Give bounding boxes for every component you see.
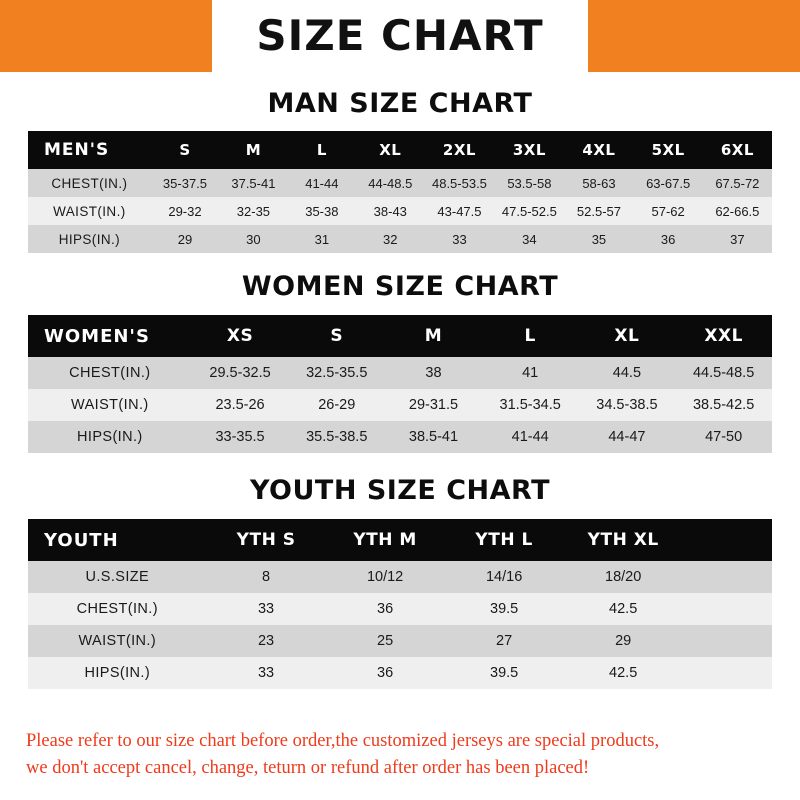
youth-cell: 25 bbox=[377, 633, 394, 649]
youth-cell-spacer bbox=[683, 657, 772, 689]
men-cell: 36 bbox=[660, 231, 676, 247]
table-row bbox=[28, 357, 772, 389]
youth-cell: 39.5 bbox=[490, 665, 519, 681]
youth-cell: 14/16 bbox=[485, 569, 523, 585]
men-header-cell: XL bbox=[379, 141, 402, 159]
women-cell: 41 bbox=[522, 365, 539, 381]
header-banner bbox=[0, 0, 800, 72]
youth-row-label: HIPS(IN.) bbox=[84, 665, 151, 681]
men-cell: 32-35 bbox=[236, 203, 271, 219]
men-cell: 41-44 bbox=[305, 175, 339, 191]
women-cell: 41-44 bbox=[511, 429, 549, 445]
youth-header-spacer bbox=[683, 519, 772, 561]
men-header-cell: MEN'S bbox=[44, 140, 110, 160]
women-cell: 38 bbox=[425, 365, 442, 381]
men-header-cell: 5XL bbox=[651, 141, 685, 159]
men-row-label: WAIST(IN.) bbox=[53, 203, 126, 219]
men-header-cell: L bbox=[316, 141, 327, 159]
women-header-cell: M bbox=[424, 326, 443, 346]
youth-header-cell: YTH XL bbox=[587, 530, 659, 550]
table-row bbox=[28, 169, 772, 197]
youth-cell: 36 bbox=[377, 665, 394, 681]
youth-cell: 36 bbox=[377, 601, 394, 617]
youth-cell: 23 bbox=[257, 633, 275, 649]
men-row-label: CHEST(IN.) bbox=[51, 175, 128, 191]
men-cell: 31 bbox=[314, 231, 330, 247]
women-cell: 44.5-48.5 bbox=[692, 365, 755, 381]
men-cell: 35-37.5 bbox=[162, 175, 208, 191]
youth-cell-spacer bbox=[683, 593, 772, 625]
men-cell: 47.5-52.5 bbox=[501, 203, 557, 219]
men-header-cell: S bbox=[179, 141, 191, 159]
youth-cell: 39.5 bbox=[490, 601, 519, 617]
youth-cell-spacer bbox=[683, 561, 772, 593]
men-header-cell: 4XL bbox=[582, 141, 616, 159]
men-header-cell: M bbox=[245, 141, 262, 159]
men-cell: 35-38 bbox=[305, 203, 339, 219]
women-cell: 38.5-42.5 bbox=[692, 397, 755, 413]
men-cell: 53.5-58 bbox=[507, 175, 552, 191]
men-header-cell: 2XL bbox=[442, 141, 476, 159]
men-table-wrap bbox=[0, 131, 800, 253]
footer-disclaimer bbox=[0, 728, 800, 782]
women-header-cell: XXL bbox=[704, 326, 743, 346]
youth-row-label: WAIST(IN.) bbox=[78, 633, 157, 649]
women-cell: 29-31.5 bbox=[408, 397, 459, 413]
women-cell: 38.5-41 bbox=[408, 429, 459, 445]
women-row-label: WAIST(IN.) bbox=[71, 397, 149, 413]
youth-table-wrap bbox=[0, 519, 800, 689]
men-cell: 37 bbox=[730, 231, 745, 247]
page-title: SIZE CHART bbox=[256, 11, 544, 60]
youth-cell: 42.5 bbox=[609, 665, 638, 681]
women-cell: 44.5 bbox=[612, 365, 642, 381]
women-header-row bbox=[28, 315, 772, 357]
table-row bbox=[28, 561, 772, 593]
youth-cell: 27 bbox=[496, 633, 513, 649]
youth-row-label: U.S.SIZE bbox=[85, 569, 150, 585]
women-section-title: WOMEN SIZE CHART bbox=[241, 271, 559, 302]
women-header-cell: WOMEN'S bbox=[44, 325, 150, 347]
youth-section-title: YOUTH SIZE CHART bbox=[249, 475, 551, 506]
women-size-table bbox=[28, 315, 772, 453]
youth-cell: 29 bbox=[615, 633, 632, 649]
women-cell: 23.5-26 bbox=[215, 397, 265, 413]
women-cell: 26-29 bbox=[318, 397, 356, 413]
women-header-cell: S bbox=[330, 326, 344, 346]
men-header-cell: 3XL bbox=[512, 141, 546, 159]
women-cell: 31.5-34.5 bbox=[499, 397, 561, 413]
men-cell: 57-62 bbox=[651, 203, 685, 219]
men-cell: 67.5-72 bbox=[715, 175, 760, 191]
youth-cell: 10/12 bbox=[366, 569, 404, 585]
table-row bbox=[28, 389, 772, 421]
men-size-table bbox=[28, 131, 772, 253]
women-row-label: CHEST(IN.) bbox=[69, 365, 151, 381]
men-row-label: HIPS(IN.) bbox=[58, 231, 121, 247]
women-cell: 35.5-38.5 bbox=[306, 429, 368, 445]
footer-line-2: we don't accept cancel, change, teturn or refund after order has been placed! bbox=[26, 758, 590, 779]
youth-cell: 33 bbox=[257, 601, 275, 617]
men-cell: 29-32 bbox=[168, 203, 202, 219]
table-row bbox=[28, 625, 772, 657]
women-cell: 47-50 bbox=[705, 429, 743, 445]
men-cell: 62-66.5 bbox=[715, 203, 760, 219]
footer-line-1: Please refer to our size chart before order,the customized jerseys are special products, bbox=[26, 731, 660, 752]
youth-cell: 8 bbox=[262, 569, 271, 585]
youth-cell: 18/20 bbox=[605, 569, 642, 585]
youth-size-table bbox=[28, 519, 772, 689]
youth-cell: 33 bbox=[257, 665, 275, 681]
youth-header-cell: YTH L bbox=[475, 530, 533, 550]
men-cell: 43-47.5 bbox=[437, 203, 482, 219]
men-cell: 52.5-57 bbox=[576, 203, 621, 219]
women-cell: 44-47 bbox=[608, 429, 646, 445]
men-cell: 29 bbox=[177, 231, 193, 247]
men-cell: 58-63 bbox=[582, 175, 616, 191]
men-cell: 37.5-41 bbox=[231, 175, 276, 191]
women-cell: 34.5-38.5 bbox=[596, 397, 658, 413]
men-cell: 38-43 bbox=[373, 203, 407, 219]
men-cell: 48.5-53.5 bbox=[431, 175, 487, 191]
youth-header-cell: YTH S bbox=[236, 530, 296, 550]
youth-header-cell: YOUTH bbox=[44, 529, 119, 551]
men-cell: 44-48.5 bbox=[368, 175, 413, 191]
men-cell: 33 bbox=[452, 231, 467, 247]
men-section-title: MAN SIZE CHART bbox=[267, 88, 533, 119]
women-header-cell: L bbox=[524, 326, 536, 346]
table-row bbox=[28, 593, 772, 625]
youth-row-label: CHEST(IN.) bbox=[76, 601, 158, 617]
table-row bbox=[28, 421, 772, 453]
women-cell: 33-35.5 bbox=[215, 429, 265, 445]
women-row-label: HIPS(IN.) bbox=[77, 429, 143, 445]
men-cell: 30 bbox=[246, 231, 261, 247]
youth-header-row bbox=[28, 519, 772, 561]
women-cell: 29.5-32.5 bbox=[209, 365, 271, 381]
men-cell: 32 bbox=[383, 231, 398, 247]
women-header-cell: XS bbox=[226, 326, 254, 346]
table-row bbox=[28, 225, 772, 253]
youth-cell: 42.5 bbox=[609, 601, 638, 617]
men-cell: 34 bbox=[522, 231, 537, 247]
table-row bbox=[28, 657, 772, 689]
youth-header-cell: YTH M bbox=[353, 530, 417, 550]
table-row bbox=[28, 197, 772, 225]
youth-cell-spacer bbox=[683, 625, 772, 657]
women-header-cell: XL bbox=[614, 326, 640, 346]
men-header-cell: 6XL bbox=[720, 141, 754, 159]
men-cell: 63-67.5 bbox=[646, 175, 691, 191]
women-table-wrap bbox=[0, 315, 800, 453]
women-cell: 32.5-35.5 bbox=[306, 365, 368, 381]
men-header-row bbox=[28, 131, 772, 169]
men-cell: 35 bbox=[591, 231, 607, 247]
